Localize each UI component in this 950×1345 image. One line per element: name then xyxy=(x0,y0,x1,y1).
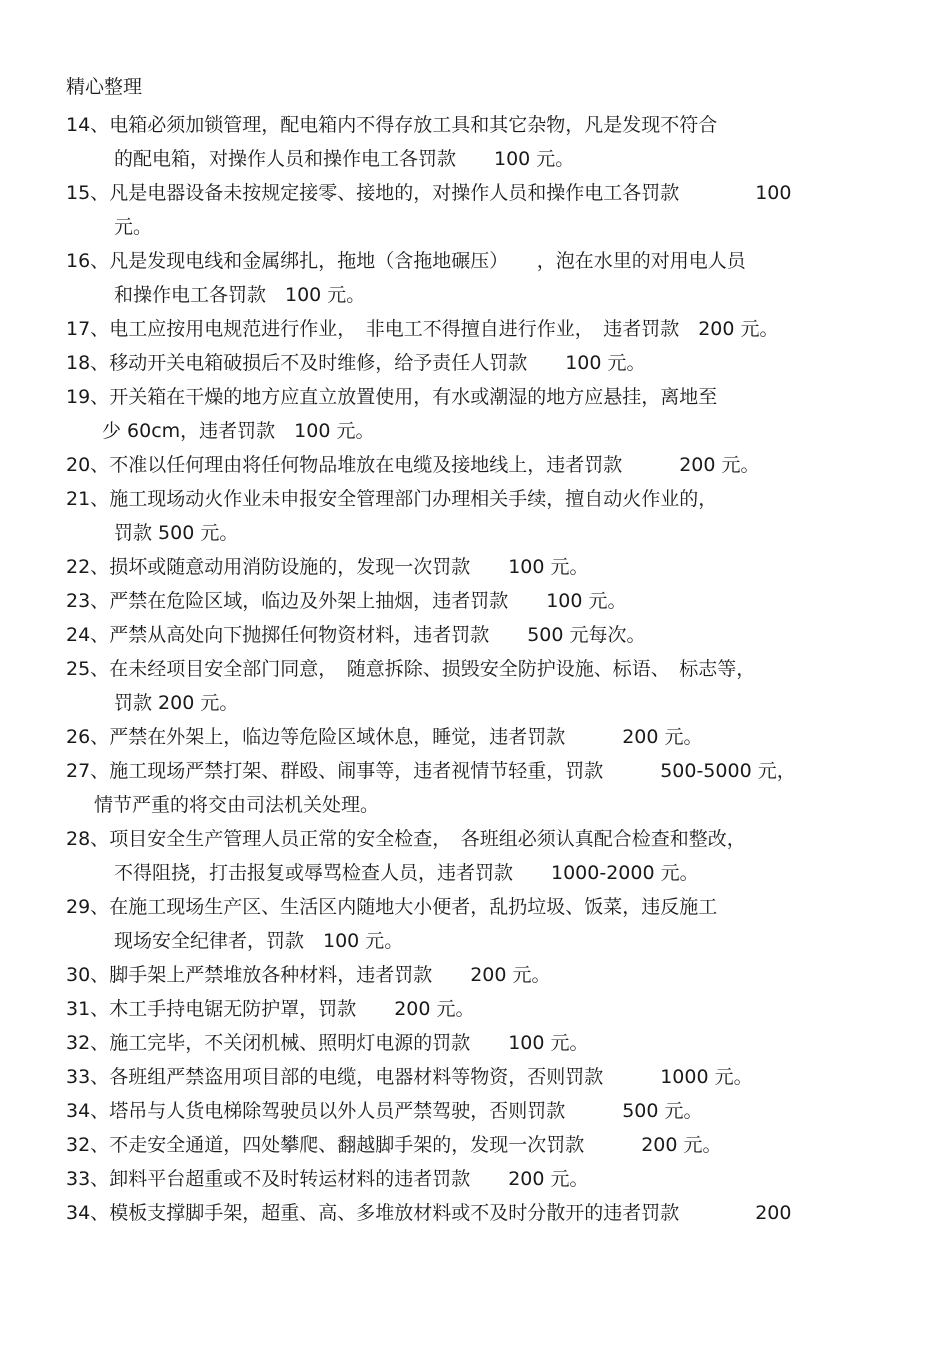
rule-continuation-line: 和操作电工各罚款 100 元。 xyxy=(114,284,366,306)
rule-first-line xyxy=(66,992,906,1026)
rule-text: 模板支撑脚手架，超重、高、多堆放材料或不及时分散开的违者罚款 200 xyxy=(109,1202,792,1224)
rule-continuation-line: 情节严重的将交由司法机关处理。 xyxy=(94,794,380,816)
rule-first-line xyxy=(66,312,906,346)
rule-number: 27、 xyxy=(66,760,110,782)
rule-continuation-line: 少 60cm，违者罚款 100 元。 xyxy=(102,420,375,442)
rule-text: 施工现场动火作业未申报安全管理部门办理相关手续，擅自动火作业的， xyxy=(109,488,718,510)
rule-first-line xyxy=(66,1128,906,1162)
rule-item xyxy=(66,244,906,312)
rule-text: 严禁在危险区域，临边及外架上抽烟，违者罚款 100 元。 xyxy=(109,590,627,612)
rule-first-line xyxy=(66,1094,906,1128)
rule-number: 19、 xyxy=(66,386,110,408)
rule-item xyxy=(66,720,906,754)
rule-first-line xyxy=(66,1196,906,1230)
rule-text: 施工完毕，不关闭机械、照明灯电源的罚款 100 元。 xyxy=(109,1032,589,1054)
rule-item xyxy=(66,584,906,618)
page-header: 精心整理 xyxy=(66,76,143,98)
rule-number: 18、 xyxy=(66,352,110,374)
rule-item xyxy=(66,618,906,652)
rule-item xyxy=(66,1162,906,1196)
rule-first-line xyxy=(66,822,906,856)
rule-text: 塔吊与人货电梯除驾驶员以外人员严禁驾驶，否则罚款 500 元。 xyxy=(109,1100,703,1122)
rule-item xyxy=(66,346,906,380)
rule-continuation-line: 不得阻挠，打击报复或辱骂检查人员，违者罚款 1000-2000 元。 xyxy=(114,862,699,884)
rule-number: 32、 xyxy=(66,1032,110,1054)
rule-continuation-line: 罚款 500 元。 xyxy=(114,522,239,544)
rule-text: 在施工现场生产区、生活区内随地大小便者，乱扔垃圾、饭菜，违反施工 xyxy=(109,896,718,918)
rule-number: 33、 xyxy=(66,1066,110,1088)
rule-number: 20、 xyxy=(66,454,110,476)
rule-continuation-line: 现场安全纪律者，罚款 100 元。 xyxy=(114,930,404,952)
rule-number: 16、 xyxy=(66,250,110,272)
rule-item xyxy=(66,1060,906,1094)
rule-item xyxy=(66,312,906,346)
rule-item xyxy=(66,992,906,1026)
rule-number: 15、 xyxy=(66,182,110,204)
rule-first-line xyxy=(66,584,906,618)
rule-text: 不准以任何理由将任何物品堆放在电缆及接地线上，违者罚款 200 元。 xyxy=(109,454,760,476)
rule-item xyxy=(66,380,906,448)
rule-first-line xyxy=(66,346,906,380)
rule-text: 木工手持电锯无防护罩，罚款 200 元。 xyxy=(109,998,475,1020)
rule-text: 凡是电器设备未按规定接零、接地的，对操作人员和操作电工各罚款 100 xyxy=(109,182,792,204)
rule-first-line xyxy=(66,754,906,788)
rule-number: 24、 xyxy=(66,624,110,646)
rule-number: 26、 xyxy=(66,726,110,748)
rule-text: 施工现场严禁打架、群殴、闹事等，违者视情节轻重，罚款 500-5000 元， xyxy=(109,760,796,782)
rule-text: 在未经项目安全部门同意， 随意拆除、损毁安全防护设施、标语、 标志等， xyxy=(109,658,756,680)
rule-item xyxy=(66,958,906,992)
rule-number: 25、 xyxy=(66,658,110,680)
rule-number: 21、 xyxy=(66,488,110,510)
rule-number: 32、 xyxy=(66,1134,110,1156)
rule-first-line xyxy=(66,958,906,992)
rule-item xyxy=(66,890,906,958)
rule-text: 不走安全通道，四处攀爬、翻越脚手架的，发现一次罚款 200 元。 xyxy=(109,1134,722,1156)
rule-text: 各班组严禁盗用项目部的电缆，电器材料等物资，否则罚款 1000 元。 xyxy=(109,1066,753,1088)
rule-list xyxy=(66,108,906,1230)
rule-number: 28、 xyxy=(66,828,110,850)
rule-number: 23、 xyxy=(66,590,110,612)
rule-continuation-line: 元。 xyxy=(114,216,153,238)
rule-first-line xyxy=(66,890,906,924)
rule-first-line xyxy=(66,176,906,210)
rule-item xyxy=(66,176,906,244)
rule-first-line xyxy=(66,108,906,142)
rule-text: 电箱必须加锁管理，配电箱内不得存放工具和其它杂物，凡是发现不符合 xyxy=(109,114,718,136)
rule-first-line xyxy=(66,244,906,278)
rule-text: 开关箱在干燥的地方应直立放置使用，有水或潮湿的地方应悬挂，离地至 xyxy=(109,386,718,408)
rule-text: 严禁从高处向下抛掷任何物资材料，违者罚款 500 元每次。 xyxy=(109,624,646,646)
rule-text: 凡是发现电线和金属绑扎，拖地（含拖地碾压） ，泡在水里的对用电人员 xyxy=(109,250,746,272)
rule-number: 14、 xyxy=(66,114,110,136)
rule-item xyxy=(66,108,906,176)
rule-number: 30、 xyxy=(66,964,110,986)
rule-number: 33、 xyxy=(66,1168,110,1190)
rule-first-line xyxy=(66,618,906,652)
rule-first-line xyxy=(66,1060,906,1094)
rule-text: 损坏或随意动用消防设施的，发现一次罚款 100 元。 xyxy=(109,556,589,578)
rule-continuation-line: 的配电箱，对操作人员和操作电工各罚款 100 元。 xyxy=(114,148,575,170)
rule-item xyxy=(66,550,906,584)
rule-number: 17、 xyxy=(66,318,110,340)
rule-number: 34、 xyxy=(66,1100,110,1122)
rule-text: 项目安全生产管理人员正常的安全检查， 各班组必须认真配合检查和整改， xyxy=(109,828,746,850)
rule-text: 电工应按用电规范进行作业， 非电工不得擅自进行作业， 违者罚款 200 元。 xyxy=(109,318,779,340)
rule-item xyxy=(66,448,906,482)
rule-text: 严禁在外架上，临边等危险区域休息，睡觉，违者罚款 200 元。 xyxy=(109,726,703,748)
rule-item xyxy=(66,652,906,720)
rule-first-line xyxy=(66,448,906,482)
rule-first-line xyxy=(66,720,906,754)
rule-item xyxy=(66,754,906,822)
rule-number: 29、 xyxy=(66,896,110,918)
rule-item xyxy=(66,1094,906,1128)
rule-text: 脚手架上严禁堆放各种材料，违者罚款 200 元。 xyxy=(109,964,551,986)
rule-first-line xyxy=(66,550,906,584)
rule-number: 34、 xyxy=(66,1202,110,1224)
rule-text: 移动开关电箱破损后不及时维修，给予责任人罚款 100 元。 xyxy=(109,352,646,374)
rule-item xyxy=(66,822,906,890)
rule-number: 31、 xyxy=(66,998,110,1020)
rule-number: 22、 xyxy=(66,556,110,578)
rule-item xyxy=(66,1128,906,1162)
rule-continuation-line: 罚款 200 元。 xyxy=(114,692,239,714)
rule-first-line xyxy=(66,652,906,686)
rule-first-line xyxy=(66,482,906,516)
rule-item xyxy=(66,482,906,550)
rule-item xyxy=(66,1196,906,1230)
rule-first-line xyxy=(66,1026,906,1060)
rule-text: 卸料平台超重或不及时转运材料的违者罚款 200 元。 xyxy=(109,1168,589,1190)
rule-first-line xyxy=(66,1162,906,1196)
rule-first-line xyxy=(66,380,906,414)
rule-item xyxy=(66,1026,906,1060)
